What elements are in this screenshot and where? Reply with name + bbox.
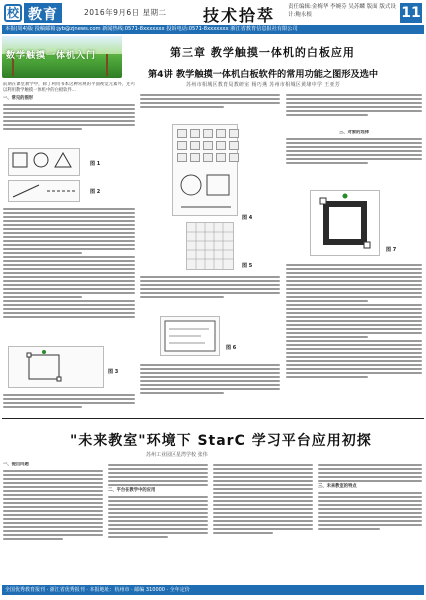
shape-rotation-icon bbox=[9, 347, 103, 387]
bottom-section-heading: 二、平台在教学中的应用 bbox=[108, 488, 156, 493]
figure-3-caption: 图 3 bbox=[108, 369, 119, 375]
figure-5-image bbox=[186, 222, 234, 270]
figure-1-caption: 图 1 bbox=[90, 161, 101, 167]
column-1-body bbox=[3, 206, 135, 346]
column-3-body bbox=[286, 262, 422, 416]
banner-text: 数学触摸一体机入门 bbox=[6, 51, 97, 61]
figure-7-image bbox=[310, 190, 380, 256]
section-heading: 三、对象的选择 bbox=[338, 130, 370, 135]
line-tools-icon bbox=[9, 181, 79, 201]
intro-paragraph: 前期在课堂教学中，除了利用书本这种常规的平面视觉元素外，还可以利用教学触摸一体机中的白板软件... bbox=[3, 82, 135, 93]
newspaper-logo-icon: 校 bbox=[4, 4, 22, 22]
bottom-article-title: "未来教室"环境下 StarC 学习平台应用初探 bbox=[70, 433, 372, 449]
article-divider bbox=[2, 418, 424, 419]
figure-4-caption: 图 4 bbox=[242, 215, 253, 221]
toolbar-panel bbox=[177, 129, 239, 162]
properties-panel-icon bbox=[161, 317, 219, 355]
contact-bar: 本报(周4)版 投稿邮箱:jyb@zjnews.com 新闻热线:0571-8xxxxxxx 投诉电话:0571-8xxxxxxx 浙江省教育信息报社有限公司 bbox=[2, 25, 424, 34]
banner-tree-icon bbox=[106, 54, 108, 76]
page-footer: 全国优秀教育报刊 · 浙江省优秀报刊 · 本报地址：杭州市 · 邮编 310000 · 全年定价 bbox=[2, 585, 424, 595]
figure-7-caption: 图 7 bbox=[386, 247, 397, 253]
figure-3-image bbox=[8, 346, 104, 388]
column-banner bbox=[2, 36, 122, 78]
article-author: 苏州市相城区教育局教研室 杨巧燕 苏州市相城区黄埭中学 王亚芳 bbox=[186, 82, 341, 88]
section-heading: 一、常见的图形 bbox=[3, 96, 34, 101]
figure-2-image bbox=[8, 180, 80, 202]
bottom-section-heading: 三、未来教室的特点 bbox=[318, 484, 357, 489]
selected-shape-icon bbox=[311, 191, 379, 255]
column-2-end bbox=[140, 362, 280, 416]
section-title: 技术拾萃 bbox=[203, 6, 276, 25]
figure-1-image bbox=[8, 148, 80, 176]
shape-palette-icon bbox=[175, 169, 237, 213]
lecture-subtitle: 第4讲 教学触摸一体机白板软件的常用功能之图形及选中 bbox=[148, 69, 379, 80]
bottom-column-3 bbox=[213, 462, 313, 582]
column-1-end bbox=[3, 392, 135, 416]
figure-5-caption: 图 5 bbox=[242, 263, 253, 269]
bottom-article-author: 苏州工业园区星湾学校 张伟 bbox=[146, 452, 208, 458]
figure-6-image bbox=[160, 316, 220, 356]
page-number: 11 bbox=[401, 5, 421, 21]
issue-date: 2016年9月6日 星期二 bbox=[84, 8, 167, 17]
figure-6-caption: 图 6 bbox=[226, 345, 237, 351]
figure-4-image bbox=[172, 124, 238, 216]
bottom-column-2 bbox=[108, 462, 208, 582]
bottom-column-1 bbox=[3, 462, 103, 582]
shape-tools-icon bbox=[9, 149, 79, 175]
bottom-section-heading: 一、提出问题 bbox=[3, 462, 29, 467]
editor-credits: 责任编辑:金梅华 李婉芬 吴苏麟 版面 版式设计:鲍永根 bbox=[288, 4, 396, 18]
grid-icon bbox=[187, 223, 233, 269]
column-3-selection bbox=[286, 130, 422, 188]
newspaper-brand: 教育 bbox=[24, 3, 62, 23]
column-2-top bbox=[140, 92, 280, 118]
figure-2-caption: 图 2 bbox=[90, 189, 101, 195]
bottom-column-4 bbox=[318, 462, 422, 582]
chapter-title: 第三章 教学触摸一体机的白板应用 bbox=[170, 46, 355, 59]
column-2-mid bbox=[140, 274, 280, 314]
